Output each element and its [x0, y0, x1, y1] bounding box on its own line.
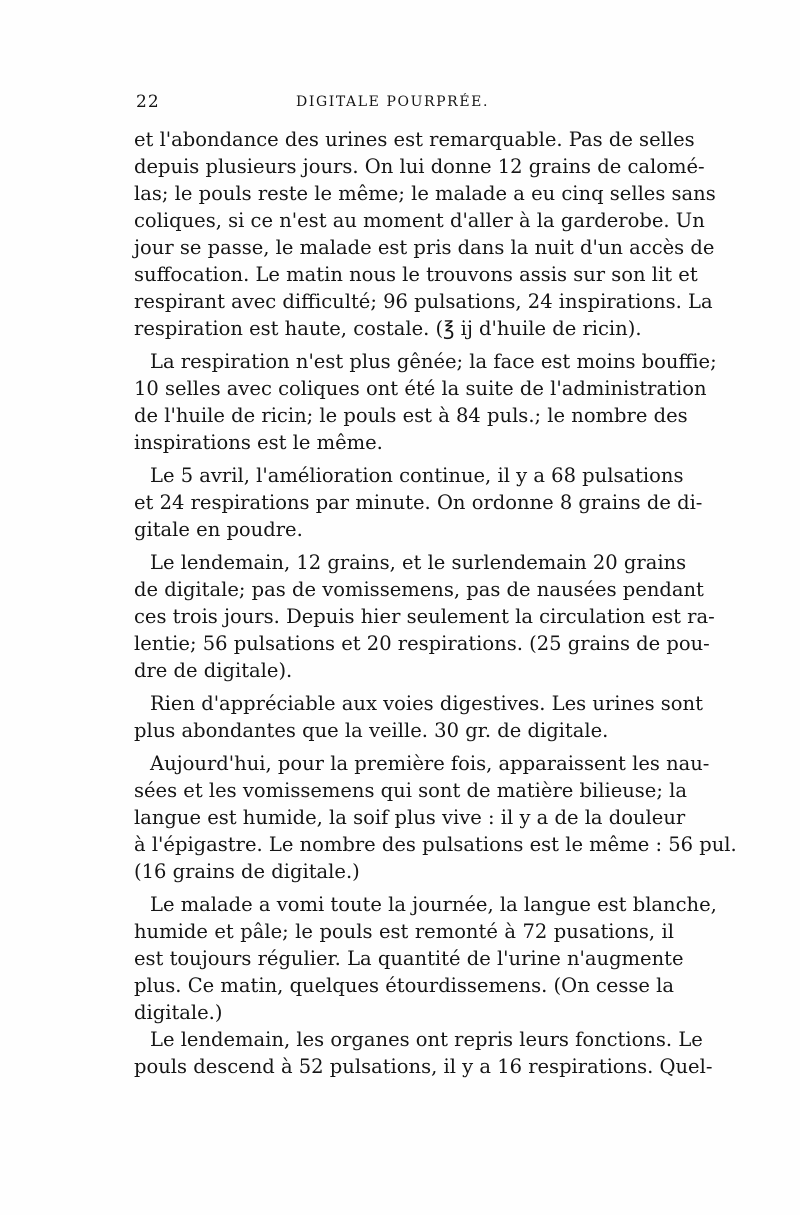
text-line: coliques, si ce n'est au moment d'aller à la garderobe. Un — [134, 209, 705, 232]
text-line: pouls descend à 52 pulsations, il y a 16 respirations. Quel- — [134, 1055, 713, 1078]
text-line: Le 5 avril, l'amélioration continue, il y a 68 pulsations — [150, 464, 684, 487]
running-title: DIGITALE POURPRÉE. — [296, 94, 490, 110]
body-text — [134, 126, 737, 1080]
text-line: ces trois jours. Depuis hier seulement la circulation est ra- — [134, 605, 715, 628]
text-line: Aujourd'hui, pour la première fois, apparaissent les nau- — [150, 752, 710, 775]
text-line: plus. Ce matin, quelques étourdissemens. (On cesse la — [134, 974, 674, 997]
text-line: las; le pouls reste le même; le malade a eu cinq selles sans — [134, 182, 716, 205]
text-line: inspirations est le même. — [134, 431, 383, 454]
page-header — [136, 92, 672, 118]
text-line: à l'épigastre. Le nombre des pulsations est le même : 56 pul. — [134, 833, 737, 856]
text-line: respiration est haute, costale. (℥ ij d'huile de ricin). — [134, 317, 642, 340]
text-line: gitale en poudre. — [134, 518, 303, 541]
text-line: plus abondantes que la veille. 30 gr. de digitale. — [134, 719, 609, 742]
text-line: digitale.) — [134, 1001, 223, 1024]
text-line: Le lendemain, les organes ont repris leurs fonctions. Le — [150, 1028, 703, 1051]
text-line: humide et pâle; le pouls est remonté à 72 pusations, il — [134, 920, 674, 943]
text-line: langue est humide, la soif plus vive : il y a de la douleur — [134, 806, 686, 829]
text-line: (16 grains de digitale.) — [134, 860, 360, 883]
text-line: suffocation. Le matin nous le trouvons assis sur son lit et — [134, 263, 698, 286]
text-line: Le lendemain, 12 grains, et le surlendemain 20 grains — [150, 551, 687, 574]
text-line: et l'abondance des urines est remarquable. Pas de selles — [134, 128, 695, 151]
text-line: Le malade a vomi toute la journée, la langue est blanche, — [150, 893, 717, 916]
text-line: est toujours régulier. La quantité de l'urine n'augmente — [134, 947, 684, 970]
text-line: depuis plusieurs jours. On lui donne 12 grains de calomé- — [134, 155, 705, 178]
text-line: jour se passe, le malade est pris dans la nuit d'un accès de — [134, 236, 715, 259]
text-line: sées et les vomissemens qui sont de matière bilieuse; la — [134, 779, 687, 802]
text-line: et 24 respirations par minute. On ordonne 8 grains de di- — [134, 491, 703, 514]
text-line: lentie; 56 pulsations et 20 respirations. (25 grains de pou- — [134, 632, 710, 655]
text-line: Rien d'appréciable aux voies digestives. Les urines sont — [150, 692, 703, 715]
text-line: respirant avec difficulté; 96 pulsations, 24 inspirations. La — [134, 290, 713, 313]
page-number: 22 — [136, 92, 160, 112]
text-line: de digitale; pas de vomissemens, pas de nausées pendant — [134, 578, 704, 601]
text-line: 10 selles avec coliques ont été la suite de l'administration — [134, 377, 707, 400]
text-line: de l'huile de ricin; le pouls est à 84 puls.; le nombre des — [134, 404, 688, 427]
text-line: dre de digitale). — [134, 659, 293, 682]
text-line: La respiration n'est plus gênée; la face est moins bouffie; — [150, 350, 717, 373]
